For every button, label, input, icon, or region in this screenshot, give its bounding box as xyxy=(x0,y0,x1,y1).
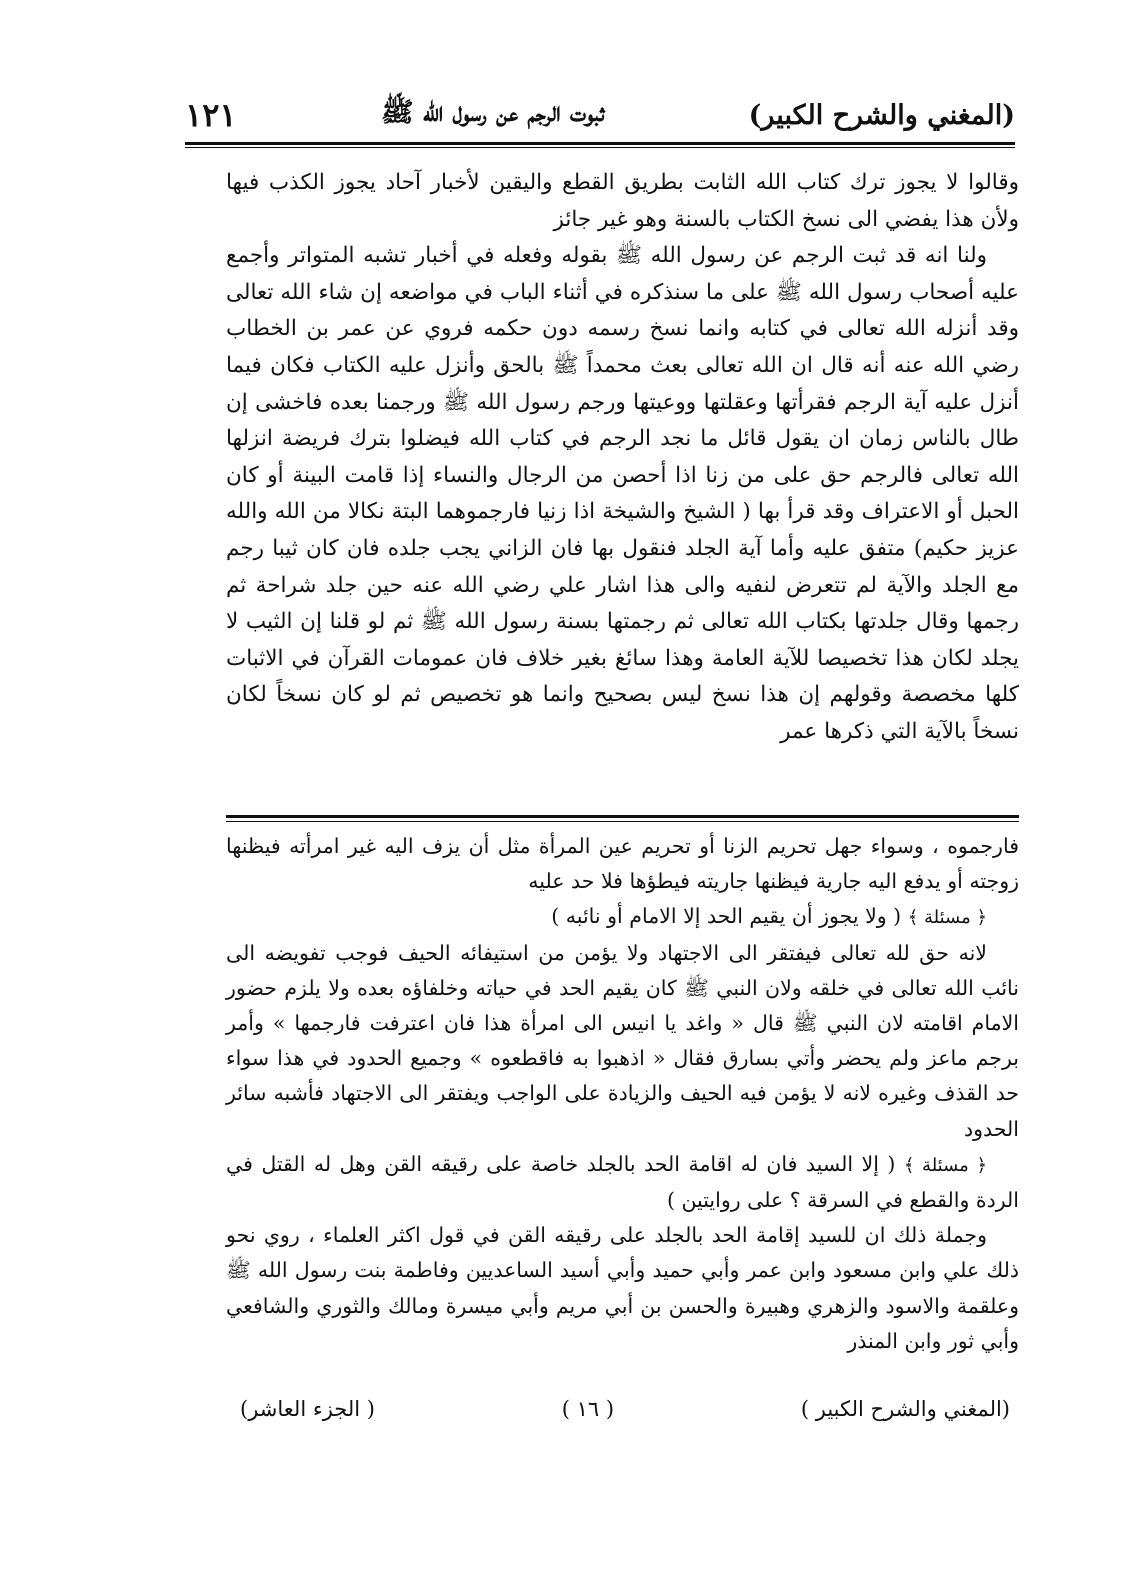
header-rule xyxy=(185,142,1015,145)
lower-paragraph-1: فارجموه ، وسواء جهل تحريم الزنا أو تحريم عين المرأة مثل أن يزف اليه غير امرأته فيظنها زوجته أو يدفع اليه جارية فيظنها جاريته فيطؤها فلا حد عليه xyxy=(226,834,1019,894)
header-book-title: (المغني والشرح الكبير) xyxy=(748,99,1015,131)
masala-2-label: ﴿ مسئلة ﴾ xyxy=(903,1154,987,1176)
masala-2 xyxy=(226,1147,1019,1218)
main-text xyxy=(226,165,1019,751)
page-header xyxy=(185,92,1015,138)
masala-1-text: ( ولا يجوز أن يقيم الحد إلا الامام أو نائبه ) xyxy=(551,904,902,929)
section-separator-thin xyxy=(226,821,1019,822)
header-rule-thin xyxy=(185,147,1015,148)
page-footer xyxy=(240,1390,1010,1428)
main-paragraph-1: وقالوا لا يجوز ترك كتاب الله الثابت بطريق القطع واليقين لأخبار آحاد يجوز الكذب فيها ولأن هذا يفضي الى نسخ الكتاب بالسنة وهو غير جائز xyxy=(226,170,1019,232)
masala-2-text: ( إلا السيد فان له اقامة الحد بالجلد خاصة على رقيقه القن وهل له القتل في الردة والقطع في السرقة ؟ على روايتين ) xyxy=(226,1151,1019,1213)
section-separator xyxy=(226,815,1019,818)
lower-text xyxy=(226,829,1019,1359)
masala-1-label: ﴿ مسئلة ﴾ xyxy=(907,907,987,929)
masala-1 xyxy=(226,899,1019,935)
main-paragraph-2: ولنا انه قد ثبت الرجم عن رسول الله ﷺ بقوله وفعله في أخبار تشبه المتواتر وأجمع عليه أصحاب رسول الله ﷺ على ما سنذكره في أثناء الباب في مواضعه إن شاء الله تعالى وقد أنزله الله تعالى في كتابه وانما نسخ رسمه دون حكمه فروي عن عمر بن الخطاب رضي الله عنه أنه قال ان الله تعالى بعث محمداً ﷺ بالحق وأنزل عليه الكتاب فكان فيما أنزل عليه آية الرجم فقرأتها وعقلتها ووعيتها ورجم رسول الله ﷺ ورجمنا بعده فاخشى إن طال بالناس زمان ان يقول قائل ما نجد الرجم في كتاب الله فيضلوا بترك فريضة انزلها الله تعالى فالرجم حق على من زنا اذا أحصن من الرجال والنساء إذا قامت البينة أو كان الحبل أو الاعتراف وقد قرأ بها ( الشيخ والشيخة اذا زنيا فارجموهما البتة نكالا من الله والله عزيز حكيم) متفق عليه وأما آية الجلد فنقول بها فان الزاني يجب جلده فان كان ثيبا رجم مع الجلد والآية لم تتعرض لنفيه والى هذا اشار علي رضي الله عنه حين جلد شراحة ثم رجمها وقال جلدتها بكتاب الله تعالى ثم رجمتها بسنة رسول الله ﷺ ثم لو قلنا إن الثيب لا يجلد لكان هذا تخصيصا للآية العامة وهذا سائغ بغير خلاف فان عمومات القرآن في الاثبات كلها مخصصة وقولهم إن هذا نسخ ليس بصحيح وانما هو تخصيص ثم لو كان نسخاً لكان نسخاً بالآية التي ذكرها عمر xyxy=(226,243,1019,744)
header-running-title: ثبوت الرجم عن رسول الله ﷺ xyxy=(380,97,605,128)
page-number: ١٢١ xyxy=(185,96,237,134)
lower-paragraph-2: لانه حق لله تعالى فيفتقر الى الاجتهاد ولا يؤمن من استيفائه الحيف فوجب تفويضه الى نائب الله تعالى في خلقه ولان النبي ﷺ كان يقيم الحد في حياته وخلفاؤه بعده ولا يلزم حضور الامام اقامته لان النبي ﷺ قال « واغد يا انيس الى امرأة هذا فان اعترفت فارجمها » وأمر برجم ماعز ولم يحضر وأتي بسارق فقال « اذهبوا به فاقطعوه » وجميع الحدود في هذا سواء حد القذف وغيره لانه لا يؤمن فيه الحيف والزيادة على الواجب ويفتقر الى الاجتهاد فأشبه سائر الحدود xyxy=(226,940,1019,1141)
footer-signature: ( ١٦ ) xyxy=(561,1397,615,1421)
footer-book-title: (المغني والشرح الكبير ) xyxy=(800,1397,1010,1421)
footer-volume: ( الجزء العاشر) xyxy=(240,1397,375,1421)
lower-paragraph-3: وجملة ذلك ان للسيد إقامة الحد بالجلد على رقيقه القن في قول اكثر العلماء ، روي نحو ذلك علي وابن مسعود وابن عمر وأبي حميد وأبي أسيد الساعديين وفاطمة بنت رسول الله ﷺ وعلقمة والاسود والزهري وهبيرة والحسن بن أبي مريم وأبي ميسرة ومالك والثوري والشافعي وأبي ثور وابن المنذر xyxy=(226,1223,1019,1353)
